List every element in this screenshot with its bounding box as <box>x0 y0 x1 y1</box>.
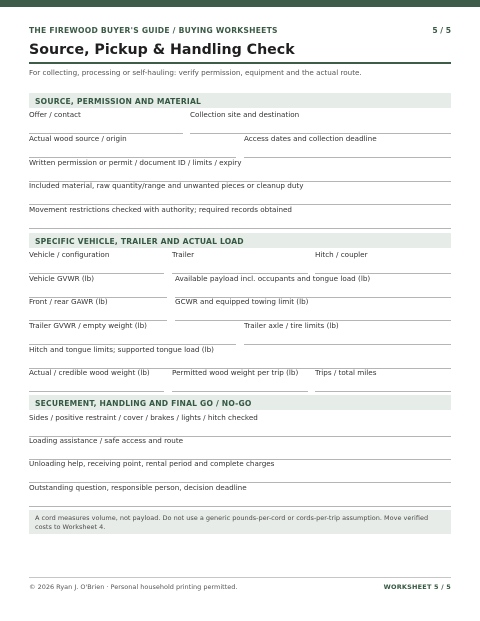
guide-title: THE FIREWOOD BUYER'S GUIDE / BUYING WORKSHEETS <box>29 26 278 35</box>
page-indicator: 5 / 5 <box>432 26 451 35</box>
field-sides-restraint[interactable] <box>29 413 451 437</box>
field-actual-weight[interactable] <box>29 368 164 392</box>
field-gcwr[interactable] <box>175 297 451 321</box>
field-available-payload[interactable] <box>175 274 451 298</box>
field-access-dates[interactable] <box>244 134 451 158</box>
field-label: Written permission or permit / document ID / limits / expiry <box>29 158 242 167</box>
section-heading-source <box>29 93 451 108</box>
field-label: Actual / credible wood weight (lb) <box>29 368 150 377</box>
field-offer-contact[interactable] <box>29 110 183 134</box>
field-label: Trailer <box>172 250 195 259</box>
field-actual-source[interactable] <box>29 134 236 158</box>
field-outstanding-question[interactable] <box>29 483 451 507</box>
field-vehicle-config[interactable] <box>29 250 164 274</box>
entry-line <box>29 391 164 392</box>
field-trips-miles[interactable] <box>315 368 451 392</box>
field-label: Vehicle / configuration <box>29 250 110 259</box>
section-heading-vehicle <box>29 233 451 248</box>
field-loading-assistance[interactable] <box>29 436 451 460</box>
footer-copyright: © 2026 Ryan J. O'Brien · Personal household printing permitted. <box>29 583 238 591</box>
field-front-rear-gawr[interactable] <box>29 297 167 321</box>
entry-line <box>315 391 451 392</box>
field-label: Hitch and tongue limits; supported tongue load (lb) <box>29 345 214 354</box>
note-text: A cord measures volume, not payload. Do not use a generic pounds-per-cord or cords-per-trip assumption. Move verified costs to Worksheet 4. <box>35 514 429 531</box>
field-label: Trailer GVWR / empty weight (lb) <box>29 321 147 330</box>
field-trailer[interactable] <box>172 250 308 274</box>
field-included-material[interactable] <box>29 181 451 205</box>
intro-text: For collecting, processing or self-hauling: verify permission, equipment and the actual route. <box>29 68 362 77</box>
entry-line <box>29 506 451 507</box>
field-label: Hitch / coupler <box>315 250 368 259</box>
field-trailer-axle[interactable] <box>244 321 451 345</box>
field-hitch-tongue[interactable] <box>29 345 451 369</box>
field-label: Vehicle GVWR (lb) <box>29 274 95 283</box>
note-box <box>29 510 451 534</box>
section-heading-label: SPECIFIC VEHICLE, TRAILER AND ACTUAL LOAD <box>35 236 244 246</box>
footer-divider <box>29 577 451 578</box>
field-label: Included material, raw quantity/range and unwanted pieces or cleanup duty <box>29 181 304 190</box>
field-written-permission[interactable] <box>29 158 451 182</box>
field-label: GCWR and equipped towing limit (lb) <box>175 297 309 306</box>
entry-line <box>29 228 451 229</box>
field-permitted-weight[interactable] <box>172 368 308 392</box>
field-label: Offer / contact <box>29 110 81 119</box>
field-label: Actual wood source / origin <box>29 134 127 143</box>
section-heading-label: SOURCE, PERMISSION AND MATERIAL <box>35 96 202 106</box>
field-label: Loading assistance / safe access and route <box>29 436 184 445</box>
title-divider <box>29 62 451 64</box>
entry-line <box>172 391 308 392</box>
running-header <box>29 26 451 38</box>
field-collection-site[interactable] <box>190 110 451 134</box>
section-heading-label: SECUREMENT, HANDLING AND FINAL GO / NO-GO <box>35 398 252 408</box>
section-heading-securement <box>29 395 451 410</box>
field-movement-restrictions[interactable] <box>29 205 451 229</box>
page-title: Source, Pickup & Handling Check <box>29 42 295 58</box>
field-label: Permitted wood weight per trip (lb) <box>172 368 299 377</box>
field-label: Outstanding question, responsible person, decision deadline <box>29 483 247 492</box>
field-label: Movement restrictions checked with authority; required records obtained <box>29 205 292 214</box>
field-label: Collection site and destination <box>190 110 300 119</box>
field-label: Sides / positive restraint / cover / brakes / lights / hitch checked <box>29 413 258 422</box>
field-label: Trailer axle / tire limits (lb) <box>244 321 339 330</box>
field-trailer-gvwr[interactable] <box>29 321 236 345</box>
field-label: Trips / total miles <box>315 368 377 377</box>
field-label: Unloading help, receiving point, rental period and complete charges <box>29 459 275 468</box>
field-hitch-coupler[interactable] <box>315 250 451 274</box>
field-label: Front / rear GAWR (lb) <box>29 297 108 306</box>
footer-worksheet-number: WORKSHEET 5 / 5 <box>383 583 451 591</box>
field-label: Access dates and collection deadline <box>244 134 377 143</box>
field-vehicle-gvwr[interactable] <box>29 274 167 298</box>
field-unloading-help[interactable] <box>29 459 451 483</box>
field-label: Available payload incl. occupants and tongue load (lb) <box>175 274 371 283</box>
top-accent-bar <box>0 0 480 7</box>
